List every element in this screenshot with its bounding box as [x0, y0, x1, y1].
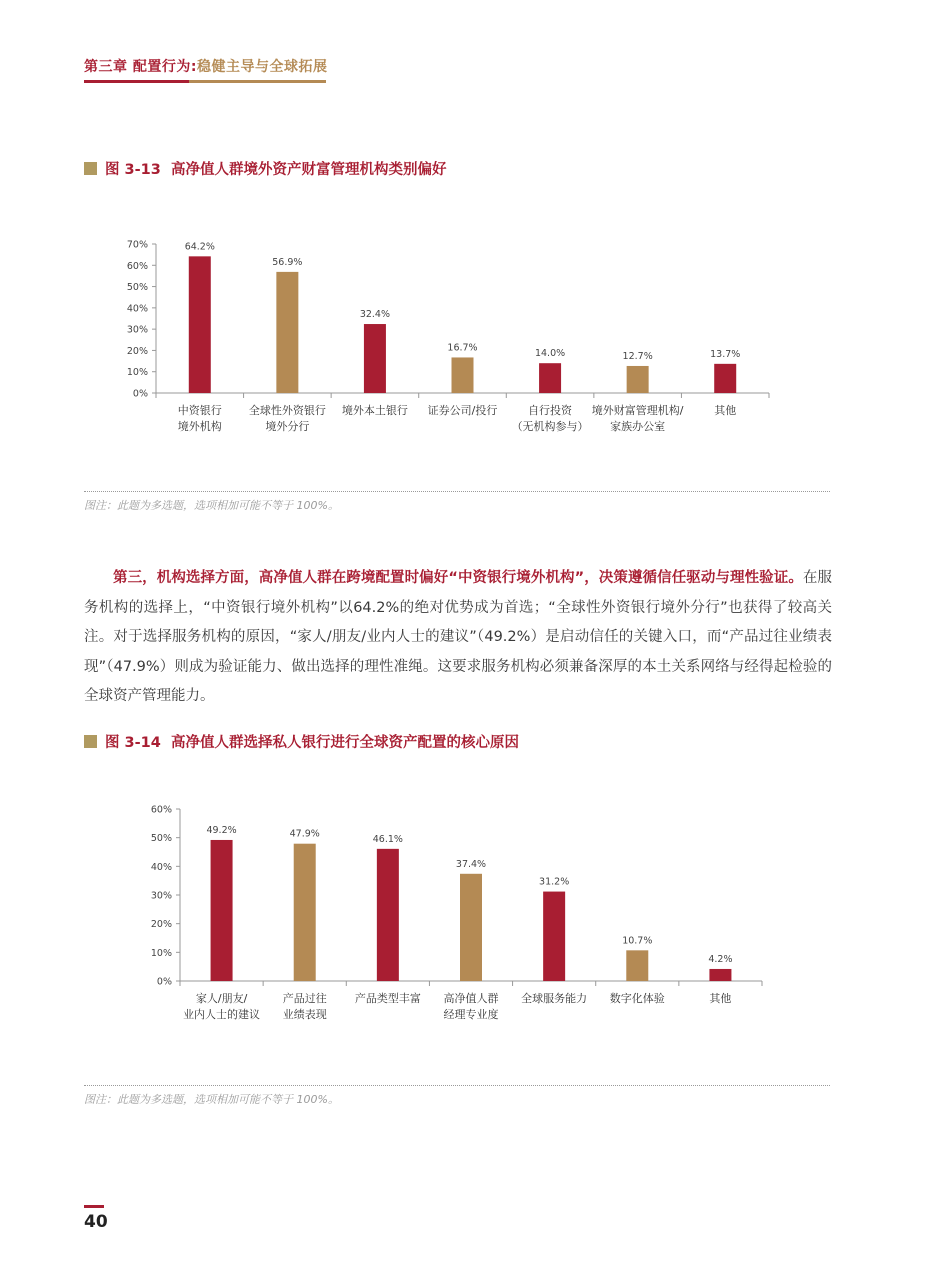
data-label: 13.7% — [710, 348, 741, 360]
category-label: 其他 — [714, 404, 737, 417]
category-label: 家族办公室 — [610, 420, 666, 433]
data-label: 46.1% — [372, 833, 403, 845]
data-label: 32.4% — [359, 309, 391, 321]
body-lead: 第三，机构选择方面，高净值人群在跨境配置时偏好“中资银行境外机构”，决策遵循信任驱动与理性验证。 — [113, 570, 803, 586]
data-label: 14.0% — [534, 348, 566, 360]
data-label: 4.2% — [708, 953, 733, 965]
category-label: 业内人士的建议 — [183, 1008, 261, 1021]
chapter-number: 第三章 — [84, 59, 128, 75]
category-label: 境外机构 — [177, 420, 222, 433]
chapter-title-gold: 稳健主导与全球拓展 — [196, 59, 328, 75]
category-label: 境外本土银行 — [341, 404, 408, 417]
data-label: 56.9% — [272, 256, 303, 268]
figure-label: 图 3-13 — [105, 162, 161, 178]
y-tick-label: 50% — [126, 282, 148, 294]
data-label: 31.2% — [539, 876, 570, 888]
y-tick-label: 30% — [126, 324, 148, 336]
data-label: 37.4% — [455, 858, 487, 870]
data-label: 10.7% — [622, 935, 653, 947]
y-tick-label: 10% — [150, 947, 172, 959]
bar — [460, 874, 482, 981]
y-tick-label: 0% — [156, 976, 172, 988]
data-label: 47.9% — [289, 828, 320, 840]
y-tick-label: 60% — [126, 260, 148, 272]
category-label: 其他 — [709, 992, 732, 1005]
category-label: 证券公司/投行 — [427, 404, 498, 417]
category-label: 全球服务能力 — [521, 992, 588, 1005]
category-label: 全球性外资银行 — [248, 404, 326, 417]
category-label: 业绩表现 — [282, 1008, 327, 1021]
category-label: 数字化体验 — [609, 992, 665, 1005]
data-label: 64.2% — [184, 241, 215, 253]
data-label: 12.7% — [622, 350, 653, 362]
body-rest: 在服务机构的选择上，“中资银行境外机构”以64.2%的绝对优势成为首选；“全球性外资银行境外分行”也获得了较高关注。对于选择服务机构的原因，“家人/朋友/业内人士的建议”（49.2%）是启动信任的关键入口，而“产品过往业绩表现”（47.9%）则成为验证能力、做出选择的理性准绳。这要求服务机构必须兼备深厚的本土关系网络与经得起检验的全球资产管理能力。 — [84, 570, 833, 704]
category-label: 境外分行 — [265, 420, 310, 433]
figure-note: 图注：此题为多选题，选项相加可能不等于 100%。 — [84, 1093, 339, 1106]
figure-caption: 高净值人群境外资产财富管理机构类别偏好 — [170, 162, 447, 178]
category-label: 高净值人群 — [443, 992, 499, 1005]
y-tick-label: 70% — [126, 239, 148, 251]
y-tick-label: 40% — [150, 861, 172, 873]
y-tick-label: 60% — [150, 804, 172, 816]
y-tick-label: 20% — [126, 345, 148, 357]
data-label: 16.7% — [447, 342, 478, 354]
bar — [543, 892, 565, 981]
page-number: 40 — [84, 1212, 108, 1232]
category-label: 经理专业度 — [443, 1008, 499, 1021]
bar — [709, 969, 731, 981]
y-tick-label: 50% — [150, 833, 172, 845]
y-tick-label: 40% — [126, 303, 148, 315]
y-tick-label: 0% — [132, 388, 148, 400]
category-label: （无机构参与） — [511, 420, 589, 433]
note-divider — [84, 1085, 830, 1086]
figure-caption: 高净值人群选择私人银行进行全球资产配置的核心原因 — [170, 735, 519, 751]
chapter-title-red: 配置行为: — [132, 59, 197, 75]
category-label: 境外财富管理机构/ — [591, 404, 684, 417]
figure-label: 图 3-14 — [105, 735, 161, 751]
y-tick-label: 10% — [126, 367, 148, 379]
data-label: 49.2% — [206, 824, 237, 836]
bar — [294, 844, 316, 981]
y-tick-label: 30% — [150, 890, 172, 902]
category-label: 自行投资 — [528, 404, 573, 417]
bar — [211, 840, 233, 981]
bar — [377, 849, 399, 981]
y-tick-label: 20% — [150, 919, 172, 931]
figure-note: 图注：此题为多选题，选项相加可能不等于 100%。 — [84, 499, 339, 512]
category-label: 产品过往 — [282, 992, 327, 1005]
category-label: 家人/朋友/ — [195, 992, 248, 1005]
category-label: 产品类型丰富 — [354, 992, 421, 1005]
page-number-mark — [84, 1205, 104, 1208]
bar — [626, 950, 648, 981]
category-label: 中资银行 — [177, 404, 222, 417]
